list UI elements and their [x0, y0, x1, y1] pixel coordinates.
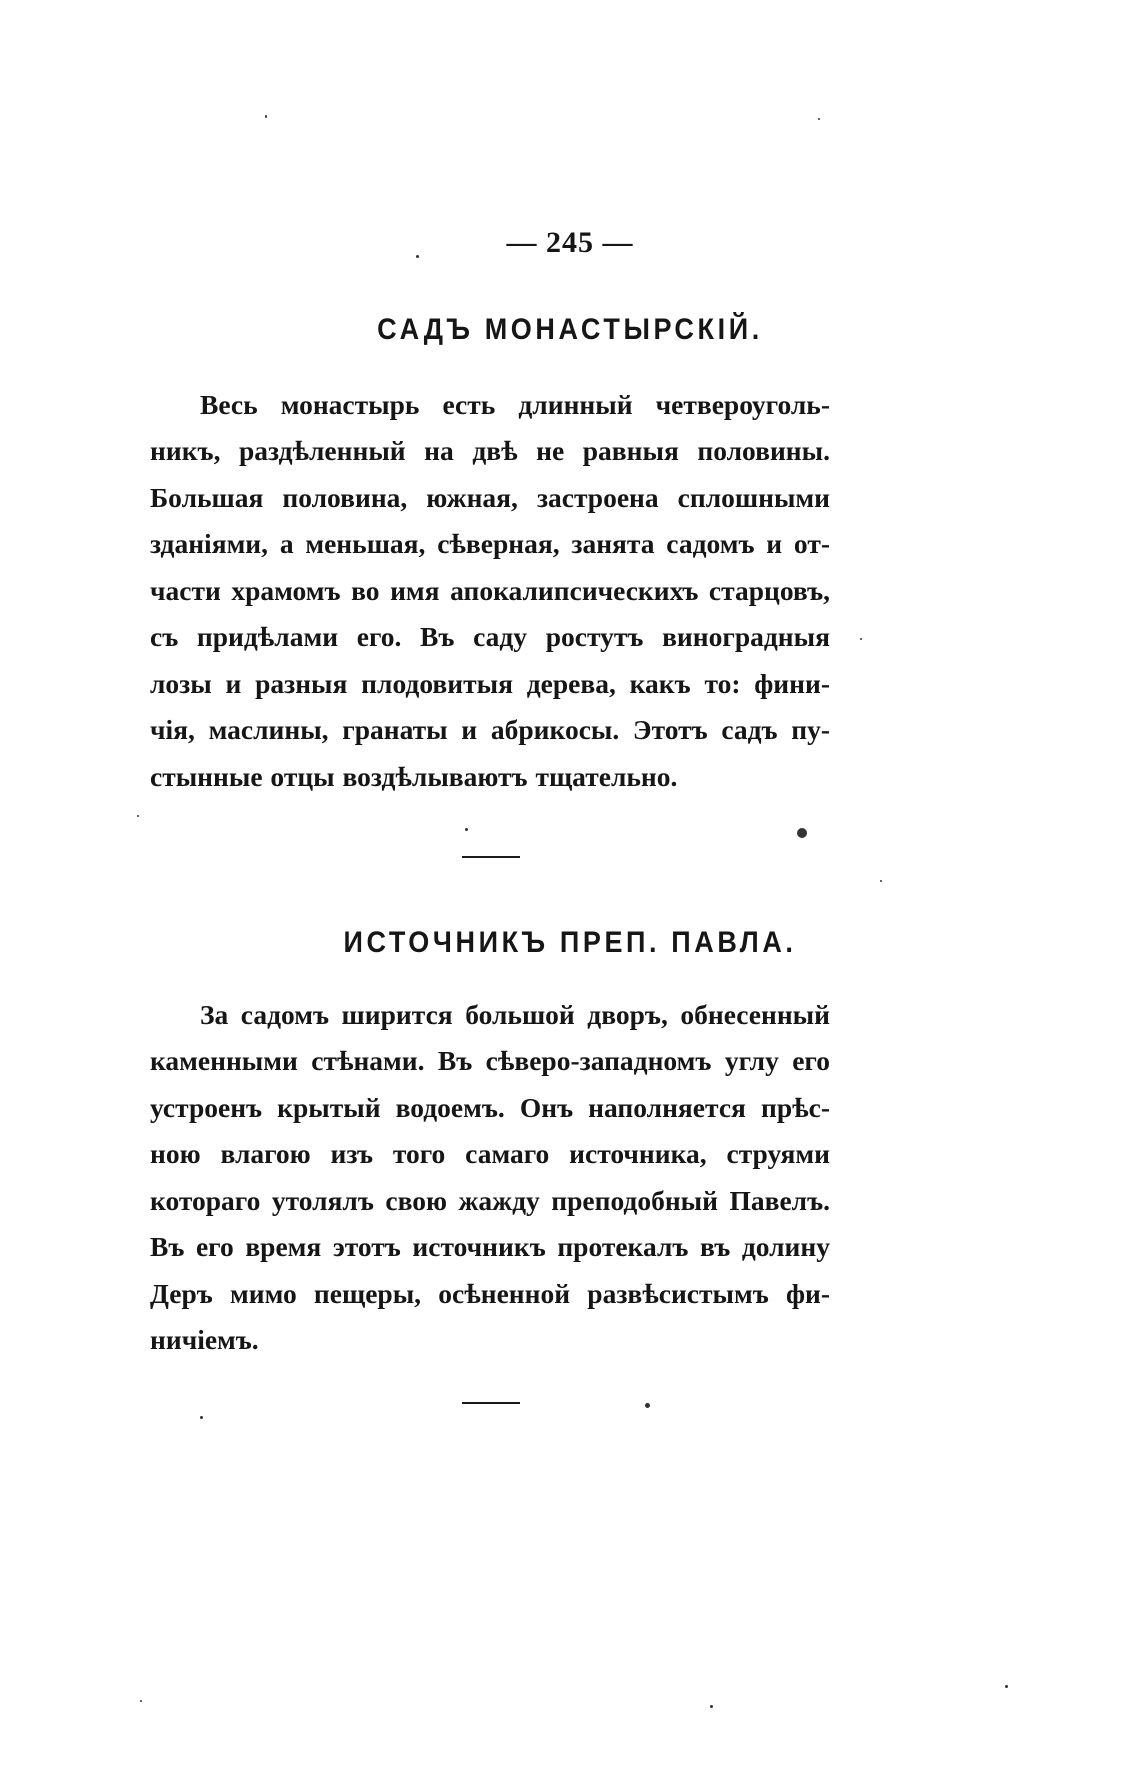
- text-line: ною влагою изъ того самаго источника, струями: [150, 1138, 830, 1169]
- ink-speck: [645, 1403, 650, 1408]
- text-line: съ придѣлами его. Въ саду ростутъ виноградныя: [150, 621, 830, 652]
- text-line: части храмомъ во имя апокалипсическихъ старцовъ,: [150, 575, 830, 606]
- text-line: Большая половина, южная, застроена сплошными: [150, 482, 830, 513]
- section-divider: [462, 1402, 520, 1404]
- text-line: котораго утолялъ свою жажду преподобный Павелъ.: [150, 1185, 830, 1216]
- text-line: устроенъ крытый водоемъ. Онъ наполняется прѣс-: [150, 1092, 830, 1123]
- text-line: никъ, раздѣленный на двѣ не равныя половины.: [150, 435, 830, 466]
- text-line: чія, маслины, гранаты и абрикосы. Этотъ садъ пу-: [150, 714, 830, 745]
- text-line: каменными стѣнами. Въ сѣверо-западномъ углу его: [150, 1045, 830, 1076]
- section-title-spring-of-paul: ИСТОЧНИКЪ ПРЕП. ПАВЛА.: [343, 926, 797, 959]
- text-line: Въ его время этотъ источникъ протекалъ въ долину: [150, 1231, 830, 1262]
- text-line: Деръ мимо пещеры, осѣненной развѣсистымъ фи-: [150, 1278, 830, 1309]
- ink-speck: [710, 1705, 713, 1708]
- text-line: ничіемъ.: [150, 1324, 259, 1355]
- page-number: — 245 —: [506, 226, 634, 259]
- ink-speck: [860, 638, 862, 640]
- ink-speck: [416, 255, 419, 258]
- ink-speck: [818, 118, 820, 120]
- ink-speck: [1005, 1685, 1008, 1688]
- ink-speck: [265, 115, 267, 118]
- ink-speck: [140, 1700, 142, 1702]
- text-line: За садомъ ширится большой дворъ, обнесенный: [200, 999, 830, 1030]
- section-title-monastery-garden: САДЪ МОНАСТЫРСКІЙ.: [377, 313, 763, 346]
- ink-speck: [465, 828, 468, 831]
- ink-speck: [880, 880, 882, 882]
- ink-speck: [137, 815, 139, 817]
- text-line: стынные отцы воздѣлываютъ тщательно.: [150, 761, 678, 792]
- text-line: Весь монастырь есть длинный четвероуголь-: [200, 389, 830, 420]
- ink-speck: [200, 1416, 203, 1419]
- text-line: зданіями, а меньшая, сѣверная, занята садомъ и от-: [150, 528, 830, 559]
- section-divider: [462, 856, 520, 858]
- ink-speck: [797, 828, 807, 838]
- text-line: лозы и разныя плодовитыя дерева, какъ то: фини-: [150, 668, 830, 699]
